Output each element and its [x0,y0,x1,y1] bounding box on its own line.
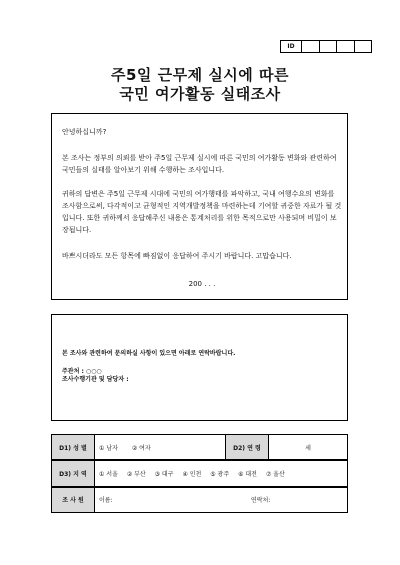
contact-notice: 본 조사와 관련하여 문의하실 사항이 있으면 아래로 연락바랍니다. [62,350,236,357]
id-cell[interactable] [320,41,338,52]
page-title [0,66,400,104]
title-line-1: 주5일 근무제 실시에 따른 [110,66,289,84]
intro-letter-box [51,113,348,300]
region-option-incheon[interactable]: ④ 인천 [182,470,202,478]
region-label: D3) 지 역 [52,460,95,486]
contact-box [51,314,348,421]
region-option-seoul[interactable]: ① 서울 [99,470,118,478]
surveyor-fields [95,487,348,513]
surveyor-phone-field[interactable]: 연락처: [250,497,271,505]
id-cell[interactable] [337,41,355,52]
region-option-gwangju[interactable]: ⑤ 광주 [210,470,230,478]
greeting: 안녕하십니까? [62,128,107,136]
region-options [95,460,348,486]
region-option-ulsan[interactable]: ⑦ 울산 [265,470,285,478]
region-option-daejeon[interactable]: ⑥ 대전 [238,470,257,478]
surveyor-name-field[interactable]: 이름: [99,497,113,505]
contact-manager: 조사수행기관 및 담당자 : [62,376,129,383]
respondent-info-table [51,434,348,513]
age-unit: 세 [305,444,311,452]
purpose-paragraph: 귀하의 답변은 주5일 근무제 시대에 국민의 여가행태를 파악하고, 국내 여행수요의 변화를 조사함으로써, 다각적이고 균형적인 지역개발정책을 마련하는데 기여할 귀중한 자료가 될 것입니다. 또한 귀하께서 응답해주신 내용은 통계처리를 위한 목적으로만 사용되며 비밀이 보장됩니다. [62,190,342,234]
id-label: ID [281,41,302,52]
gender-label: D1) 성 별 [52,435,95,461]
age-field[interactable] [269,435,348,461]
region-option-daegu[interactable]: ③ 대구 [154,470,174,478]
gender-options [95,435,226,461]
request-paragraph: 바쁘시더라도 모든 항목에 빠짐없이 응답하여 주시기 바랍니다. 고맙습니다. [62,252,292,260]
surveyor-label: 조 사 원 [52,487,95,513]
intro-paragraph: 본 조사는 정부의 의뢰를 받아 주5일 근무제 실시에 따른 국민의 여가활동 변화와 관련하여 국민들의 실태를 알아보기 위해 수행하는 조사입니다. [62,154,337,174]
title-line-2: 국민 여가활동 실태조사 [119,85,281,103]
id-box [280,40,372,53]
region-option-busan[interactable]: ② 부산 [126,470,146,478]
contact-org: 주관처 : ○○○ [62,368,102,375]
age-label: D2) 연 령 [226,435,269,461]
date-line: 200 . . . [188,280,216,288]
gender-option-male[interactable]: ① 남자 [99,444,118,452]
id-cell[interactable] [355,41,372,52]
id-cell[interactable] [302,41,320,52]
gender-option-female[interactable]: ② 여자 [131,444,151,452]
